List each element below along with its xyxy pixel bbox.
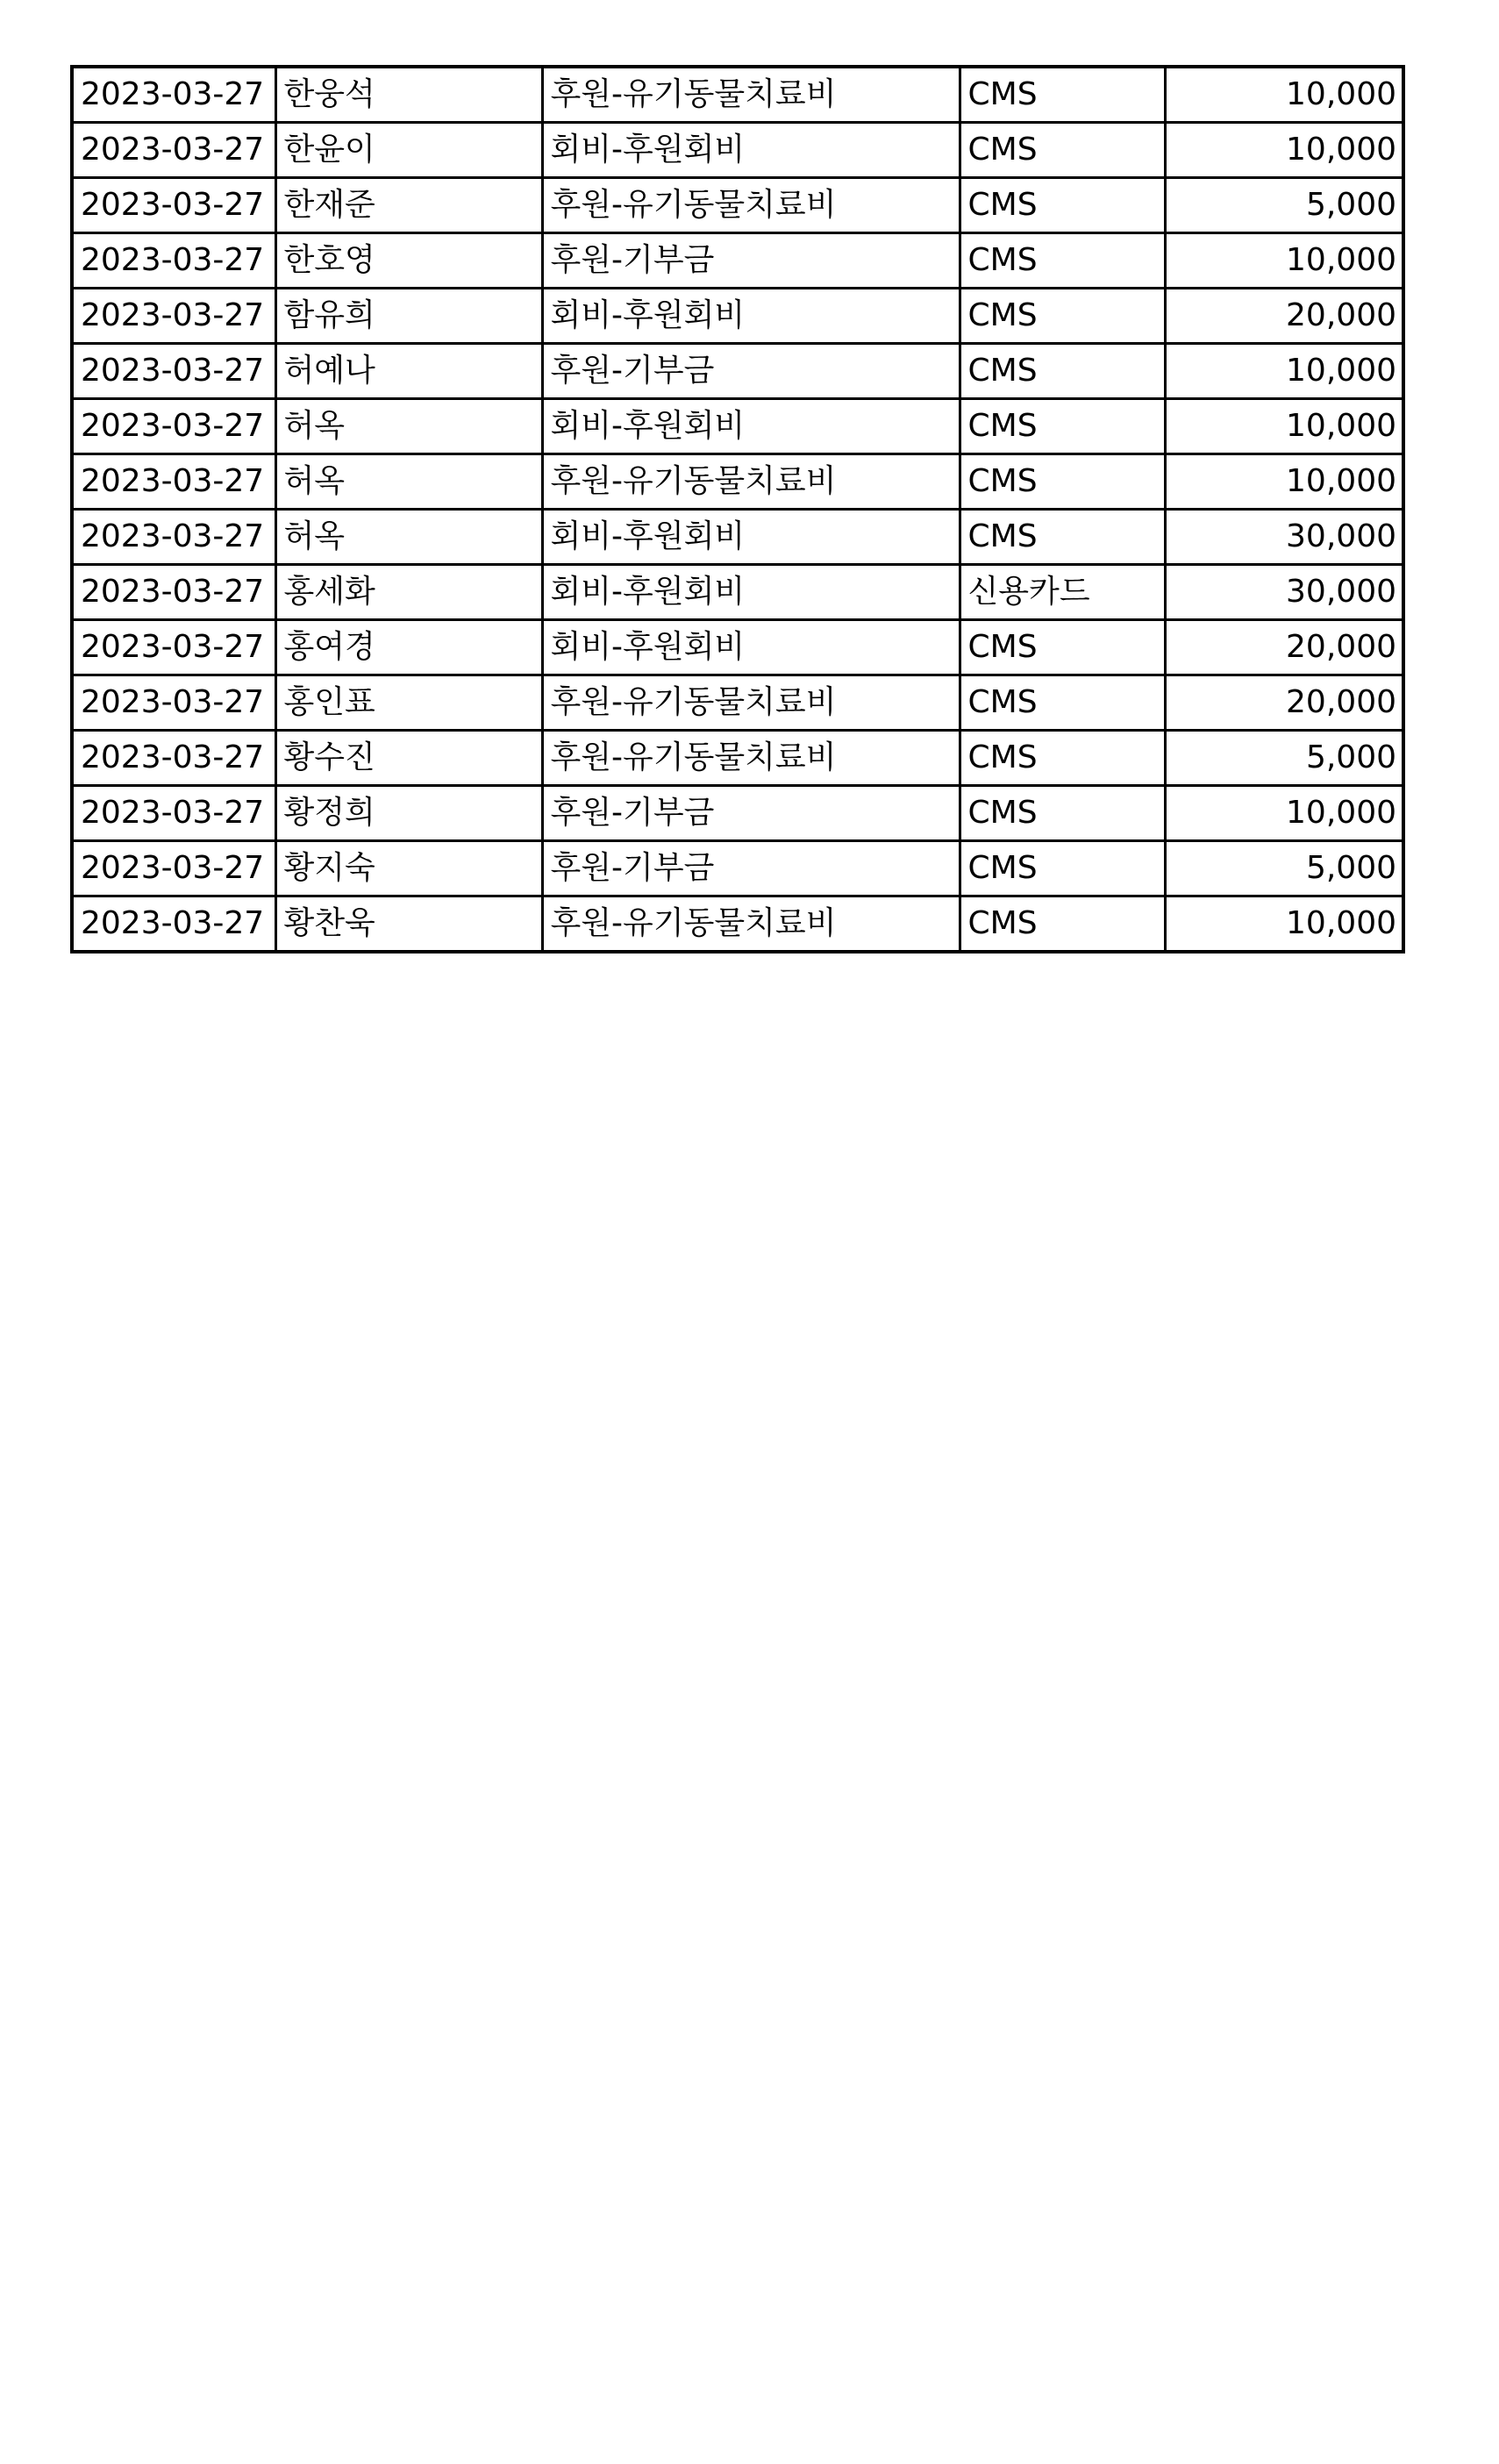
- name-cell: 홍인표: [275, 675, 542, 731]
- table-row: [72, 233, 1403, 289]
- category-cell: 회비-후원회비: [542, 289, 960, 344]
- name-cell: 황지숙: [275, 841, 542, 896]
- category-cell: 후원-유기동물치료비: [542, 731, 960, 786]
- ledger-body: [72, 67, 1403, 952]
- amount-cell: 20,000: [1165, 620, 1403, 675]
- date-cell: 2023-03-27: [72, 510, 275, 565]
- payment-method-cell: CMS: [960, 620, 1165, 675]
- date-cell: 2023-03-27: [72, 67, 275, 123]
- payment-method-cell: CMS: [960, 233, 1165, 289]
- category-cell: 회비-후원회비: [542, 399, 960, 454]
- table-row: [72, 731, 1403, 786]
- amount-cell: 30,000: [1165, 510, 1403, 565]
- amount-cell: 10,000: [1165, 454, 1403, 510]
- table-row: [72, 620, 1403, 675]
- donation-ledger-table: [70, 65, 1405, 953]
- table-row: [72, 289, 1403, 344]
- category-cell: 후원-유기동물치료비: [542, 178, 960, 233]
- amount-cell: 5,000: [1165, 731, 1403, 786]
- amount-cell: 20,000: [1165, 289, 1403, 344]
- category-cell: 후원-유기동물치료비: [542, 454, 960, 510]
- date-cell: 2023-03-27: [72, 454, 275, 510]
- date-cell: 2023-03-27: [72, 289, 275, 344]
- category-cell: 회비-후원회비: [542, 620, 960, 675]
- date-cell: 2023-03-27: [72, 675, 275, 731]
- date-cell: 2023-03-27: [72, 123, 275, 178]
- payment-method-cell: CMS: [960, 454, 1165, 510]
- table-row: [72, 675, 1403, 731]
- category-cell: 후원-기부금: [542, 233, 960, 289]
- table-row: [72, 896, 1403, 953]
- name-cell: 허예나: [275, 344, 542, 399]
- date-cell: 2023-03-27: [72, 620, 275, 675]
- amount-cell: 10,000: [1165, 233, 1403, 289]
- category-cell: 회비-후원회비: [542, 565, 960, 620]
- name-cell: 황정희: [275, 786, 542, 841]
- table-row: [72, 123, 1403, 178]
- payment-method-cell: 신용카드: [960, 565, 1165, 620]
- amount-cell: 5,000: [1165, 841, 1403, 896]
- name-cell: 한웅석: [275, 67, 542, 123]
- name-cell: 한윤이: [275, 123, 542, 178]
- table-row: [72, 344, 1403, 399]
- category-cell: 회비-후원회비: [542, 123, 960, 178]
- date-cell: 2023-03-27: [72, 344, 275, 399]
- date-cell: 2023-03-27: [72, 896, 275, 953]
- date-cell: 2023-03-27: [72, 786, 275, 841]
- payment-method-cell: CMS: [960, 344, 1165, 399]
- payment-method-cell: CMS: [960, 896, 1165, 953]
- table-row: [72, 841, 1403, 896]
- name-cell: 함유희: [275, 289, 542, 344]
- amount-cell: 10,000: [1165, 344, 1403, 399]
- date-cell: 2023-03-27: [72, 565, 275, 620]
- table-row: [72, 67, 1403, 123]
- payment-method-cell: CMS: [960, 731, 1165, 786]
- payment-method-cell: CMS: [960, 67, 1165, 123]
- amount-cell: 10,000: [1165, 786, 1403, 841]
- amount-cell: 5,000: [1165, 178, 1403, 233]
- date-cell: 2023-03-27: [72, 178, 275, 233]
- date-cell: 2023-03-27: [72, 399, 275, 454]
- table-row: [72, 454, 1403, 510]
- amount-cell: 20,000: [1165, 675, 1403, 731]
- name-cell: 홍세화: [275, 565, 542, 620]
- payment-method-cell: CMS: [960, 123, 1165, 178]
- payment-method-cell: CMS: [960, 510, 1165, 565]
- payment-method-cell: CMS: [960, 399, 1165, 454]
- category-cell: 후원-유기동물치료비: [542, 896, 960, 953]
- payment-method-cell: CMS: [960, 675, 1165, 731]
- date-cell: 2023-03-27: [72, 841, 275, 896]
- table-row: [72, 178, 1403, 233]
- category-cell: 후원-유기동물치료비: [542, 67, 960, 123]
- category-cell: 후원-기부금: [542, 841, 960, 896]
- amount-cell: 30,000: [1165, 565, 1403, 620]
- amount-cell: 10,000: [1165, 123, 1403, 178]
- table-row: [72, 786, 1403, 841]
- category-cell: 후원-유기동물치료비: [542, 675, 960, 731]
- date-cell: 2023-03-27: [72, 731, 275, 786]
- name-cell: 홍여경: [275, 620, 542, 675]
- category-cell: 후원-기부금: [542, 786, 960, 841]
- name-cell: 허옥: [275, 454, 542, 510]
- name-cell: 한재준: [275, 178, 542, 233]
- amount-cell: 10,000: [1165, 67, 1403, 123]
- category-cell: 회비-후원회비: [542, 510, 960, 565]
- date-cell: 2023-03-27: [72, 233, 275, 289]
- payment-method-cell: CMS: [960, 289, 1165, 344]
- name-cell: 한호영: [275, 233, 542, 289]
- payment-method-cell: CMS: [960, 786, 1165, 841]
- amount-cell: 10,000: [1165, 399, 1403, 454]
- name-cell: 허옥: [275, 510, 542, 565]
- payment-method-cell: CMS: [960, 841, 1165, 896]
- table-row: [72, 565, 1403, 620]
- table-row: [72, 510, 1403, 565]
- name-cell: 황수진: [275, 731, 542, 786]
- amount-cell: 10,000: [1165, 896, 1403, 953]
- category-cell: 후원-기부금: [542, 344, 960, 399]
- payment-method-cell: CMS: [960, 178, 1165, 233]
- name-cell: 황찬욱: [275, 896, 542, 953]
- table-row: [72, 399, 1403, 454]
- name-cell: 허옥: [275, 399, 542, 454]
